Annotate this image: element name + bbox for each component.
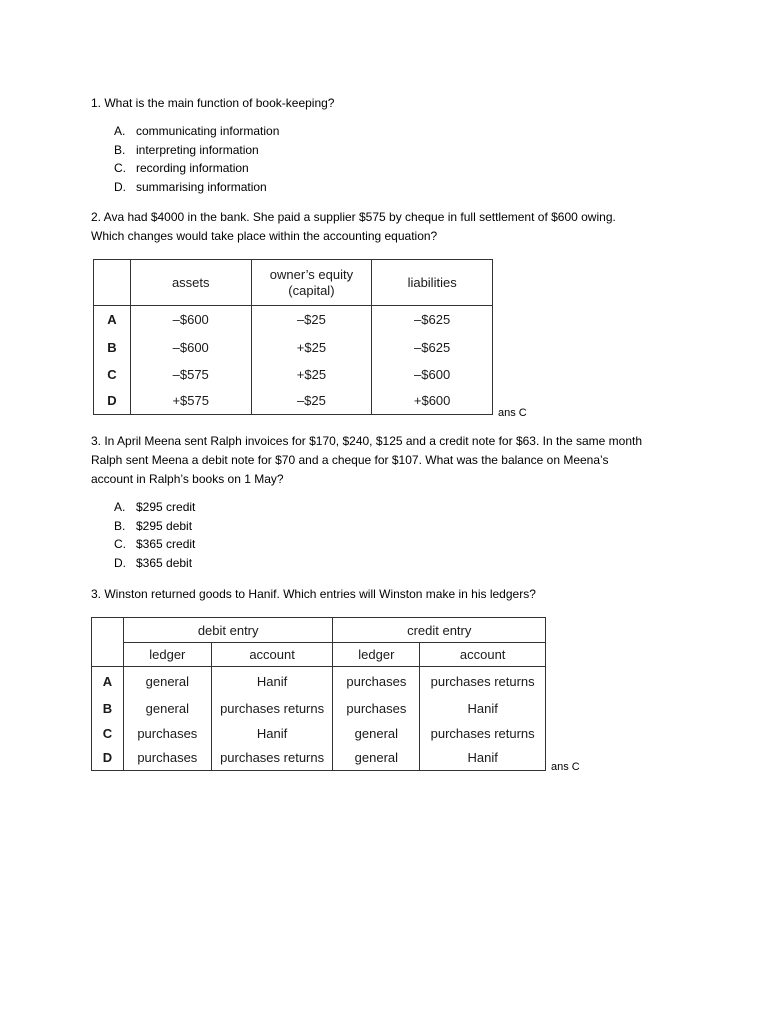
cell-debit-account: purchases returns	[211, 746, 333, 771]
option-text: $365 debit	[136, 556, 193, 571]
table-row	[92, 667, 546, 696]
row-label: A	[94, 306, 131, 334]
cell-credit-ledger: purchases	[333, 696, 420, 721]
header-debit-ledger: ledger	[123, 643, 211, 667]
question-3a-line-2: Ralph sent Meena a debit note for $70 and a cheque for $107. What was the balance on Meena’s	[91, 453, 609, 467]
cell-assets: –$600	[130, 334, 251, 361]
cell-credit-account: purchases returns	[420, 721, 546, 746]
cell-liabilities: –$625	[372, 306, 493, 334]
question-2-answer: ans C	[498, 407, 527, 419]
header-credit-entry: credit entry	[333, 618, 546, 643]
option-text: interpreting information	[136, 142, 259, 157]
cell-debit-account: Hanif	[211, 721, 333, 746]
option-text: communicating information	[136, 124, 280, 138]
option-item	[114, 141, 279, 160]
option-letter: B.	[114, 518, 126, 533]
row-label: B	[94, 334, 131, 361]
cell-debit-account: Hanif	[211, 667, 333, 696]
option-text: $295 debit	[136, 518, 193, 533]
option-letter: C.	[114, 537, 126, 552]
option-letter: D.	[114, 556, 126, 571]
cell-credit-account: purchases returns	[420, 667, 546, 696]
question-3a-line-3: account in Ralph’s books on 1 May?	[91, 472, 284, 486]
row-label: B	[92, 696, 124, 721]
question-3b-answer: ans C	[551, 761, 580, 773]
row-label: C	[94, 361, 131, 388]
header-liabilities: liabilities	[372, 260, 493, 306]
question-1-options	[114, 122, 279, 197]
question-3b-text: 3. Winston returned goods to Hanif. Which entries will Winston make in his ledgers?	[91, 587, 536, 601]
question-2-line-1: 2. Ava had $4000 in the bank. She paid a supplier $575 by cheque in full settlement of $600 owing.	[91, 210, 616, 224]
option-item	[114, 159, 279, 178]
cell-debit-ledger: general	[123, 667, 211, 696]
cell-assets: +$575	[130, 388, 251, 415]
table-row	[94, 388, 493, 415]
cell-credit-ledger: general	[333, 746, 420, 771]
header-owners-equity	[251, 260, 372, 306]
cell-assets: –$575	[130, 361, 251, 388]
header-credit-account: account	[420, 643, 546, 667]
cell-debit-ledger: purchases	[123, 746, 211, 771]
cell-credit-account: Hanif	[420, 746, 546, 771]
table-row	[94, 361, 493, 388]
option-item	[114, 498, 195, 517]
cell-debit-account: purchases returns	[211, 696, 333, 721]
option-text: $295 credit	[136, 500, 196, 514]
option-item	[114, 122, 279, 141]
cell-credit-ledger: purchases	[333, 667, 420, 696]
cell-equity: +$25	[251, 361, 372, 388]
row-label: D	[92, 746, 124, 771]
table-sub-header-row	[92, 643, 546, 667]
option-item	[114, 535, 195, 554]
table-row	[92, 696, 546, 721]
question-2-line-2: Which changes would take place within the accounting equation?	[91, 229, 438, 243]
table-row	[94, 334, 493, 361]
cell-equity: –$25	[251, 388, 372, 415]
option-letter: A.	[114, 500, 126, 514]
question-2-text	[91, 208, 691, 246]
row-label: A	[92, 667, 124, 696]
row-label: C	[92, 721, 124, 746]
question-1-text: 1. What is the main function of book-keeping?	[91, 96, 335, 110]
table-group-header-row	[92, 618, 546, 643]
cell-liabilities: –$625	[372, 334, 493, 361]
cell-equity: –$25	[251, 306, 372, 334]
header-assets: assets	[130, 260, 251, 306]
option-letter: A.	[114, 124, 126, 138]
option-item	[114, 517, 195, 536]
table-header-row	[94, 260, 493, 306]
ledger-entries-table	[91, 617, 546, 771]
corner-cell	[94, 260, 131, 306]
question-3a-line-1: 3. In April Meena sent Ralph invoices for $170, $240, $125 and a credit note for $63. In the same month	[91, 434, 643, 448]
header-credit-ledger: ledger	[333, 643, 420, 667]
corner-cell	[92, 618, 124, 667]
accounting-equation-table	[93, 259, 493, 415]
cell-credit-account: Hanif	[420, 696, 546, 721]
option-letter: D.	[114, 180, 126, 195]
table-row	[92, 721, 546, 746]
header-debit-account: account	[211, 643, 333, 667]
cell-liabilities: –$600	[372, 361, 493, 388]
option-text: $365 credit	[136, 537, 196, 552]
header-equity-line-2: (capital)	[288, 282, 335, 298]
cell-liabilities: +$600	[372, 388, 493, 415]
table-row	[92, 746, 546, 771]
row-label: D	[94, 388, 131, 415]
cell-credit-ledger: general	[333, 721, 420, 746]
header-debit-entry: debit entry	[123, 618, 333, 643]
question-3a-options	[114, 498, 195, 573]
option-item	[114, 554, 195, 573]
question-3a-text	[91, 432, 731, 489]
cell-equity: +$25	[251, 334, 372, 361]
option-letter: B.	[114, 142, 126, 157]
cell-debit-ledger: general	[123, 696, 211, 721]
cell-debit-ledger: purchases	[123, 721, 211, 746]
cell-assets: –$600	[130, 306, 251, 334]
table-row	[94, 306, 493, 334]
option-text: recording information	[136, 161, 249, 176]
option-text: summarising information	[136, 180, 267, 195]
option-item	[114, 178, 279, 197]
header-equity-line-1: owner’s equity	[269, 266, 354, 282]
option-letter: C.	[114, 161, 126, 176]
